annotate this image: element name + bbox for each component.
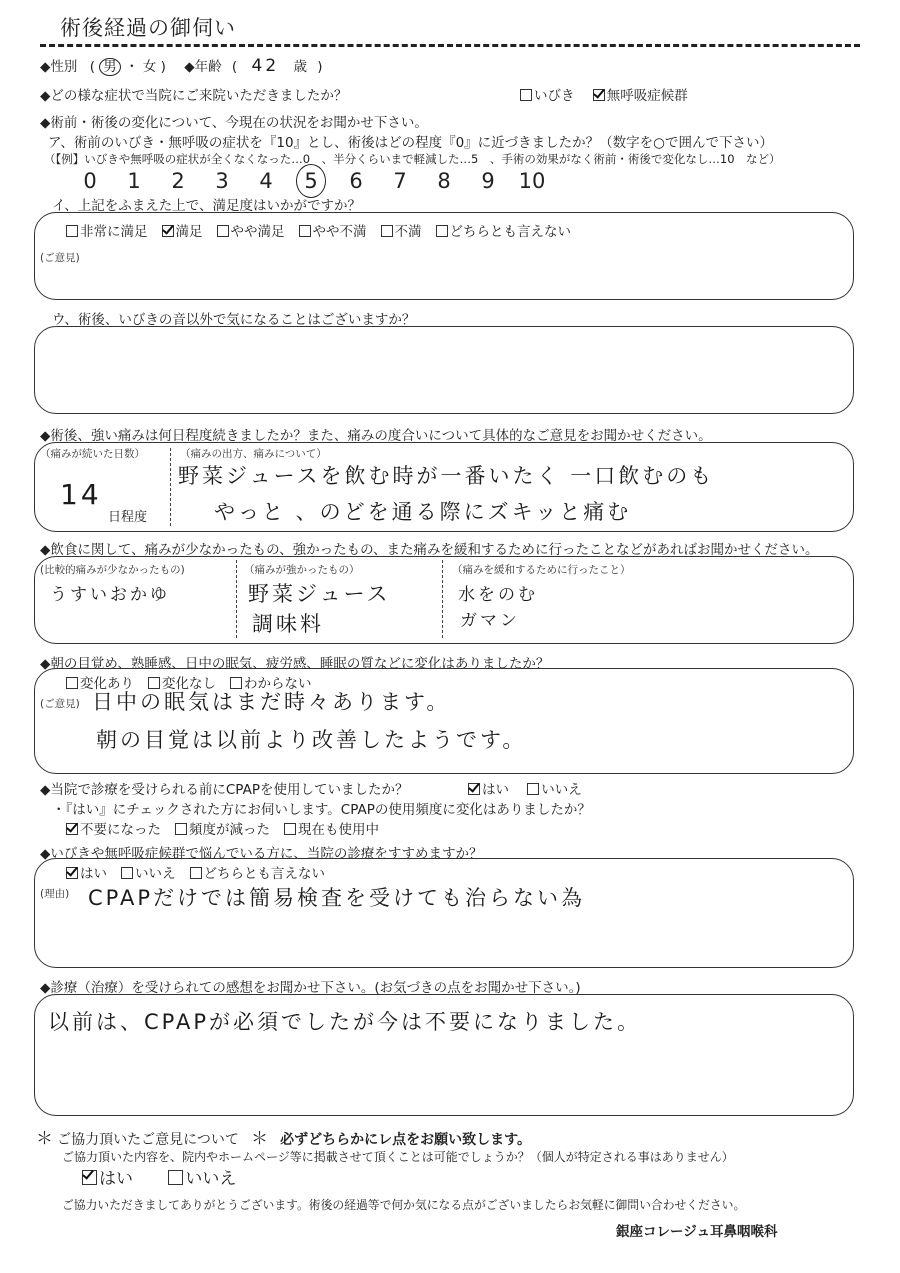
food-relief-line-2[interactable]: ガマン	[460, 611, 520, 631]
checkbox-icon	[168, 1170, 183, 1185]
checkbox-icon	[190, 867, 202, 879]
symptom-option-apnea-label: 無呼吸症候群	[606, 88, 688, 104]
footer-thanks: ご協力いただきましてありがとうございます。術後の経過等で何か気になる点がございましたらお気軽に御問い合わせください。	[62, 1198, 746, 1212]
sleep-opinion-line-2[interactable]: 朝の目覚は以前より改善したようです。	[96, 728, 527, 752]
cpap-frequency-options	[66, 818, 393, 838]
recommend-option-0[interactable]	[66, 862, 107, 882]
cpap-followup: ・『はい』にチェックされた方にお伺いします。CPAPの使用頻度に変化はありましたか？	[52, 802, 591, 818]
pain-days-unit: 日程度	[108, 510, 148, 525]
pain-detail-label: （痛みの出方、痛みについて）	[180, 448, 327, 460]
food-more-pain-line-1[interactable]: 野菜ジュース	[248, 582, 391, 606]
food-more-pain-line-2[interactable]: 調味料	[252, 612, 324, 636]
recommend-options	[66, 862, 339, 882]
checked-checkbox-icon	[162, 225, 174, 237]
symptom-option-apnea[interactable]	[593, 84, 688, 104]
checked-checkbox-icon	[66, 867, 78, 879]
checkbox-icon	[66, 225, 78, 237]
sex-label: ◆性別	[40, 59, 78, 75]
scale-option-0[interactable]: 0	[83, 169, 97, 193]
checkbox-icon	[520, 89, 532, 101]
change-example: （【例】いびきや無呼吸の症状が全くなくなった…0 、半分くらいまで軽減した…5 、手術の効果がなく術前・術後で変化なし…10 など）	[44, 152, 781, 166]
footer-heading: ご協力頂いたご意見について	[57, 1132, 239, 1148]
sleep-opinion-line-1[interactable]: 日中の眠気はまだ時々あります。	[92, 690, 451, 714]
recommend-option-label: いいえ	[135, 866, 176, 882]
cpap-frequency-option-label: 頻度が減った	[189, 822, 270, 838]
checkbox-icon	[299, 225, 311, 237]
cpap-yes-label: はい	[482, 782, 509, 798]
satisfaction-question: イ、上記をふまえた上で、満足度はいかがですか？	[52, 198, 362, 214]
satisfaction-option-label: 不満	[394, 224, 422, 240]
food-question: ◆飲食に関して、痛みが少なかったもの、強かったもの、また痛みを緩和するために行ったことなどがあればお聞かせください。	[40, 542, 819, 558]
change-question: ◆術前・術後の変化について、今現在の状況をお聞かせ下さい。	[40, 115, 428, 131]
footer-heading-row	[36, 1124, 531, 1149]
publish-no-option[interactable]	[168, 1164, 236, 1189]
satisfaction-option-1[interactable]	[162, 220, 203, 240]
sleep-opinion-label: (ご意見)	[40, 698, 80, 710]
checked-checkbox-icon	[468, 783, 480, 795]
checkbox-icon	[284, 823, 296, 835]
cpap-frequency-option-label: 現在も使用中	[298, 822, 379, 838]
footer-publish-question: ご協力頂いた内容を、院内やホームページ等に掲載させて頂くことは可能でしょうか？（個人が特定される事はありません）	[62, 1150, 734, 1164]
satisfaction-option-label: 満足	[175, 224, 203, 240]
satisfaction-option-3[interactable]	[299, 220, 367, 240]
recommend-option-label: どちらとも言えない	[203, 866, 325, 882]
scale-option-7[interactable]: 7	[393, 169, 407, 193]
asterisk-icon: ＊	[251, 1129, 269, 1149]
satisfaction-option-5[interactable]	[436, 220, 572, 240]
cpap-frequency-option-0[interactable]	[66, 818, 161, 838]
satisfaction-option-2[interactable]	[217, 220, 285, 240]
food-more-pain-label: （痛みが強かったもの）	[244, 564, 360, 576]
title-divider	[40, 44, 860, 47]
symptom-question: ◆どの様な症状で当院にご来院いただきましたか？	[40, 88, 348, 104]
sleep-option-label: 変化あり	[80, 676, 134, 692]
sleep-question: ◆朝の目覚め、熟睡感、日中の眠気、疲労感、睡眠の質などに変化はありましたか？	[40, 656, 550, 672]
recommend-option-2[interactable]	[190, 862, 326, 882]
pain-divider	[170, 448, 171, 526]
food-less-pain-label: (比較的痛みが少なかったもの)	[40, 564, 185, 576]
age-label: ◆年齢	[184, 59, 222, 75]
satisfaction-option-0[interactable]	[66, 220, 148, 240]
other-concerns-box[interactable]	[34, 326, 854, 414]
satisfaction-option-label: やや不満	[312, 224, 367, 240]
publish-no-label: いいえ	[185, 1169, 237, 1189]
recommend-reason[interactable]: CPAPだけでは簡易検査を受けても治らない為	[88, 886, 586, 910]
sex-age-row: ◆性別 ( 男 ・ 女 ) ◆年齢 ( 42 歳 )	[40, 56, 323, 76]
food-relief-line-1[interactable]: 水をのむ	[458, 585, 538, 605]
age-close: )	[317, 59, 323, 75]
recommend-option-label: はい	[80, 866, 107, 882]
checkbox-icon	[381, 225, 393, 237]
cpap-answer-options	[468, 778, 596, 798]
food-relief-label: （痛みを緩和するために行ったこと）	[452, 564, 631, 576]
scale-option-2[interactable]: 2	[171, 169, 185, 193]
publish-yes-label: はい	[99, 1169, 133, 1189]
sex-separator: ・	[125, 59, 139, 75]
checkbox-icon	[175, 823, 187, 835]
satisfaction-option-label: やや満足	[230, 224, 285, 240]
pain-detail-line-2[interactable]: やっと 、のどを通る際にズキッと痛む	[214, 500, 632, 524]
satisfaction-opinion-label: (ご意見)	[40, 252, 80, 264]
satisfaction-option-label: どちらとも言えない	[449, 224, 571, 240]
symptom-option-snoring[interactable]	[520, 84, 575, 104]
checkbox-icon	[527, 783, 539, 795]
checked-checkbox-icon	[593, 89, 605, 101]
symptom-option-snoring-label: いびき	[534, 88, 575, 104]
sleep-option-label: わからない	[244, 676, 312, 692]
cpap-no-label: いいえ	[541, 782, 582, 798]
cpap-question: ◆当院で診療を受けられる前にCPAPを使用していましたか？	[40, 782, 409, 798]
page-title: 術後経過の御伺い	[60, 16, 236, 40]
checked-checkbox-icon	[66, 823, 78, 835]
clinic-name: 銀座コレージュ耳鼻咽喉科	[616, 1224, 778, 1240]
scale-option-6[interactable]: 6	[349, 169, 363, 193]
satisfaction-options	[66, 220, 585, 240]
food-divider-1	[236, 560, 237, 638]
scale-option-9[interactable]: 9	[481, 169, 495, 193]
recommend-option-1[interactable]	[121, 862, 176, 882]
checked-checkbox-icon	[82, 1170, 97, 1185]
scale-option-5[interactable]: 5	[296, 164, 326, 198]
other-concerns-question: ウ、術後、いびきの音以外で気になることはございますか？	[52, 312, 416, 328]
cpap-no-option[interactable]	[527, 778, 582, 798]
age-value[interactable]: 42	[251, 56, 280, 76]
pain-detail-line-1[interactable]: 野菜ジュースを飲む時が一番いたく 一口飲むのも	[178, 464, 715, 488]
recommend-reason-label: (理由)	[40, 888, 70, 900]
food-less-pain-value[interactable]: うすいおかゆ	[50, 585, 170, 605]
symptom-options	[520, 84, 702, 104]
publish-yes-option[interactable]	[82, 1164, 133, 1189]
pain-days-label: （痛みが続いた日数）	[40, 448, 145, 460]
impression-question: ◆診療（治療）を受けられての感想をお聞かせ下さい。(お気づきの点をお聞かせ下さい。)	[40, 980, 581, 996]
sex-female-option[interactable]: 女	[142, 59, 157, 75]
checkbox-icon	[217, 225, 229, 237]
cpap-frequency-option-1[interactable]	[175, 818, 270, 838]
scale-option-8[interactable]: 8	[437, 169, 451, 193]
pain-question: ◆術後、強い痛みは何日程度続きましたか？また、痛みの度合いについて具体的なご意見をお聞かせください。	[40, 428, 712, 444]
food-divider-2	[442, 560, 443, 638]
footer-publish-options	[82, 1164, 250, 1189]
scale-option-4[interactable]: 4	[259, 169, 273, 193]
age-open: (	[231, 59, 238, 75]
cpap-yes-option[interactable]	[468, 778, 509, 798]
scale-option-1[interactable]: 1	[127, 169, 141, 193]
impression-answer[interactable]: 以前は、CPAPが必須でしたが今は不要になりました。	[48, 1010, 642, 1034]
scale-option-10[interactable]: 10	[518, 169, 546, 193]
asterisk-icon: ＊	[36, 1129, 53, 1149]
age-unit: 歳	[293, 59, 307, 75]
cpap-frequency-option-label: 不要になった	[80, 822, 161, 838]
recommend-question: ◆いびきや無呼吸症候群で悩んでいる方に、当院の診療をすすめますか？	[40, 846, 483, 862]
checkbox-icon	[66, 677, 78, 689]
checkbox-icon	[121, 867, 133, 879]
pain-days-value[interactable]: 14	[60, 478, 102, 511]
satisfaction-option-label: 非常に満足	[80, 224, 148, 240]
footer-instruction: 必ずどちらかにレ点をお願い致します。	[280, 1132, 532, 1148]
change-scale	[68, 164, 554, 198]
cpap-frequency-option-2[interactable]	[284, 818, 379, 838]
sex-male-option[interactable]: 男	[99, 58, 121, 76]
satisfaction-option-4[interactable]	[381, 220, 422, 240]
checkbox-icon	[436, 225, 448, 237]
sleep-option-label: 変化なし	[162, 676, 216, 692]
change-subquestion: ア、術前のいびき・無呼吸の症状を『10』とし、術後はどの程度『0』に近づきましたか？（数字を○で囲んで下さい）	[48, 135, 773, 151]
scale-option-3[interactable]: 3	[215, 169, 229, 193]
